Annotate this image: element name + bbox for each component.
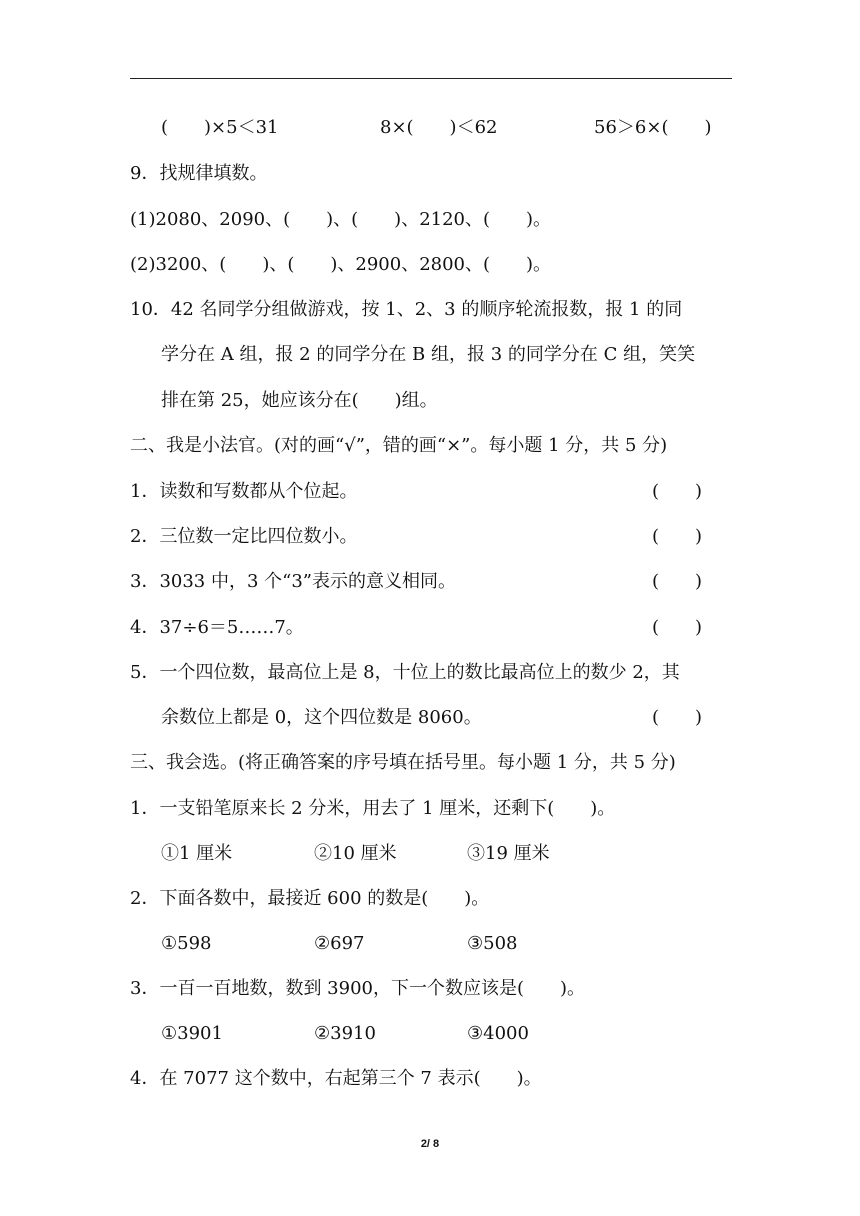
- answer-bracket: ( ): [652, 617, 703, 638]
- section2-item: [130, 661, 735, 685]
- answer-bracket: ( ): [652, 481, 703, 502]
- option: ③4000: [467, 1023, 529, 1044]
- section3-q3-stem: 3．一百一百地数，数到 3900，下一个数应该是( )。: [130, 978, 586, 999]
- q9-line-1: (1)2080、2090、( )、( )、2120、( )。: [130, 209, 552, 230]
- item-text: 4．37÷6＝5……7。: [130, 617, 304, 638]
- header-rule: [130, 78, 732, 79]
- option: ②10 厘米: [314, 843, 397, 864]
- answer-bracket: ( ): [652, 526, 703, 547]
- option: ②3910: [314, 1023, 376, 1044]
- item-text: 3．3033 中，3 个“3”表示的意义相同。: [130, 571, 457, 592]
- option: ①3901: [161, 1023, 223, 1044]
- q10-line-3: 排在第 25，她应该分在( )组。: [161, 390, 438, 411]
- option: ①598: [161, 933, 212, 954]
- q8-a: ( )×5＜31: [161, 117, 279, 138]
- option: ③508: [467, 933, 518, 954]
- section2-item: [130, 570, 735, 594]
- section2-heading: 二、我是小法官。(对的画“√”，错的画“×”。每小题 1 分，共 5 分): [130, 435, 668, 456]
- item-text: 1．读数和写数都从个位起。: [130, 481, 358, 502]
- section2-item-cont: [161, 706, 766, 730]
- answer-bracket: ( ): [652, 707, 703, 728]
- q9-line-2: (2)3200、( )、( )、2900、2800、( )。: [130, 254, 552, 275]
- option: ①1 厘米: [161, 843, 233, 864]
- item-text: 5．一个四位数，最高位上是 8，十位上的数比最高位上的数少 2，其: [130, 662, 680, 683]
- q8-c: 56＞6×( ): [594, 117, 712, 138]
- option: ③19 厘米: [467, 843, 550, 864]
- section3-q4-stem: 4．在 7077 这个数中，右起第三个 7 表示( )。: [130, 1068, 542, 1089]
- page-number: 2/ 8: [420, 1138, 440, 1150]
- answer-bracket: ( ): [652, 571, 703, 592]
- section2-item: [130, 616, 735, 640]
- section2-item: [130, 525, 735, 549]
- section2-item: [130, 480, 735, 504]
- section3-q2-stem: 2．下面各数中，最接近 600 的数是( )。: [130, 888, 490, 909]
- section3-q1-stem: 1．一支铅笔原来长 2 分米，用去了 1 厘米，还剩下( )。: [130, 798, 616, 819]
- item-text: 余数位上都是 0，这个四位数是 8060。: [161, 707, 482, 728]
- q9-title: 9．找规律填数。: [130, 163, 268, 184]
- q10-line-2: 学分在 A 组，报 2 的同学分在 B 组，报 3 的同学分在 C 组，笑笑: [161, 344, 696, 365]
- q8-b: 8×( )＜62: [380, 117, 498, 138]
- item-text: 2．三位数一定比四位数小。: [130, 526, 358, 547]
- q10-line-1: 10．42 名同学分组做游戏，按 1、2、3 的顺序轮流报数，报 1 的同: [130, 299, 683, 320]
- option: ②697: [314, 933, 365, 954]
- section3-heading: 三、我会选。(将正确答案的序号填在括号里。每小题 1 分，共 5 分): [130, 752, 676, 773]
